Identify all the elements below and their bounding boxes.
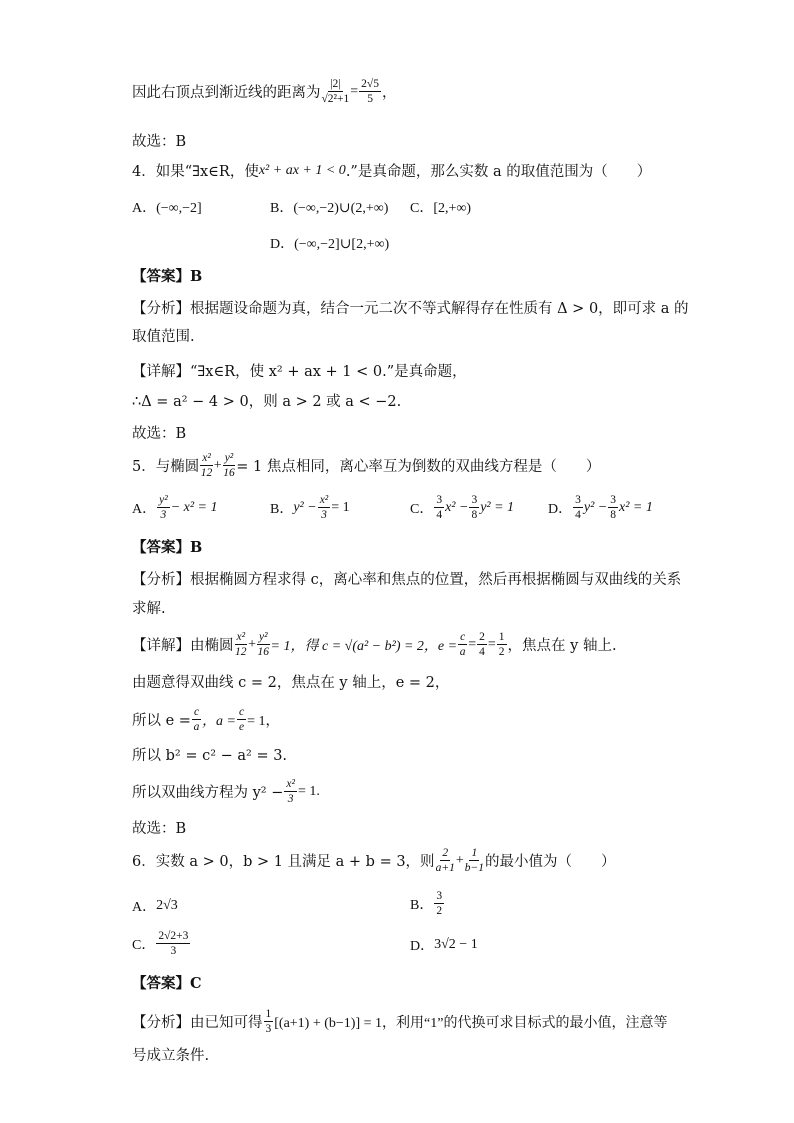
q4-answer: 【答案】B <box>132 268 203 285</box>
q4-option-a: A．(−∞,−2] <box>132 201 202 216</box>
q5-option-a: A． $\frac{\text{y²}}{3}$ − x² = 1 <box>132 494 218 521</box>
prev-distance-line: 因此右顶点到渐近线的距离为 $\frac{|2|}{\text{√2²+1}}$ = $\frac{2√5}{5}$ ， <box>132 78 397 105</box>
q4-analysis-2: 取值范围. <box>132 329 195 345</box>
q5-option-b: B． y² − $\frac{\text{x²}}{3}$ = 1 <box>270 494 350 521</box>
q6-answer: 【答案】C <box>132 975 202 992</box>
q6-analysis-2: 号成立条件. <box>132 1048 210 1064</box>
q5-detail-2: 由题意得双曲线 c = 2，焦点在 y 轴上，e = 2， <box>132 675 450 691</box>
distance-result-fraction: $\frac{2√5}{5}$ <box>361 78 379 105</box>
q5-stem-fraction-y: $\frac{\text{y²}}{16}$ <box>223 452 235 479</box>
q5-stem: 5．与椭圆 $\frac{\text{x²}}{12}$ + $\frac{\text{y²}}{16}$ = 1 焦点相同，离心率互为倒数的双曲线方程是（ ） <box>132 452 601 479</box>
q5-stem-fraction-x: $\frac{\text{x²}}{12}$ <box>200 452 213 479</box>
q5-option-c: C． $\frac{3}{4}$ x² − $\frac{3}{8}$ y² = 1 <box>410 494 515 521</box>
q5-choice: 故选：B <box>132 821 187 837</box>
q4-detail-1: 【详解】“∃x∈R，使 x² + ax + 1 < 0.”是真命题， <box>132 364 467 380</box>
q6-stem: 6．实数 a > 0，b > 1 且满足 a + b = 3，则 $\frac{2}{a+1}$ + $\frac{1}{b-1}$ 的最小值为（ ） <box>132 847 616 874</box>
q4-detail-2: ∴Δ = a² − 4 > 0，则 a > 2 或 a < −2. <box>132 394 402 410</box>
q4-analysis-1: 【分析】根据题设命题为真，结合一元二次不等式解得存在性质有 Δ > 0，即可求 a 的 <box>132 301 689 317</box>
q4-option-b: B．(−∞,−2)∪(2,+∞) <box>270 201 389 216</box>
q6-option-c: C． $\frac{2√2+3}{3}$ <box>132 930 189 957</box>
q5-detail-4: 所以 b² = c² − a² = 3. <box>132 748 288 764</box>
q6-option-a: A． 2√3 <box>132 898 178 915</box>
q5-answer: 【答案】B <box>132 539 203 556</box>
q5-analysis-2: 求解. <box>132 601 166 617</box>
q6-analysis-1: 【分析】由已知可得 $\frac{1}{3}$ [(a+1) + (b−1)] = 1，利用“1”的代换可求目标式的最小值，注意等 <box>132 1008 668 1035</box>
q5-detail-3: 所以 e = $\frac{c}{a}$ ，a = $\frac{c}{e}$ = 1， <box>132 706 280 733</box>
q6-option-b: B． $\frac{3}{2}$ <box>410 890 443 917</box>
q4-stem: 4．如果“∃x∈R，使 x² + ax + 1 < 0 .”是真命题，那么实数 a 的取值范围为（ ） <box>132 162 652 180</box>
prev-choice: 故选：B <box>132 134 187 150</box>
q4-choice: 故选：B <box>132 426 187 442</box>
q5-detail-5: 所以双曲线方程为 y² − $\frac{\text{x²}}{3}$ = 1. <box>132 778 320 805</box>
q4-option-d: D．(−∞,−2]∪[2,+∞) <box>270 237 390 252</box>
q4-option-c: C．[2,+∞) <box>410 201 472 216</box>
q5-option-d: D． $\frac{3}{4}$ y² − $\frac{3}{8}$ x² = 1 <box>548 494 653 521</box>
q6-option-d: D． 3√2 − 1 <box>410 937 478 954</box>
q5-analysis-1: 【分析】根据椭圆方程求得 c，离心率和焦点的位置，然后再根据椭圆与双曲线的关系 <box>132 572 682 588</box>
q5-detail-1: 【详解】由椭圆 $\frac{\text{x²}}{12}$ + $\frac{\text{y²}}{16}$ = 1，得 c = √(a² − b²) = 2，e = $\frac{c}{a}$ = $\frac{2}{4}$ = $\frac{1}{2}$ ，焦点在 y 轴上. <box>132 631 617 658</box>
distance-fraction: $\frac{|2|}{\text{√2²+1}}$ <box>321 78 350 105</box>
